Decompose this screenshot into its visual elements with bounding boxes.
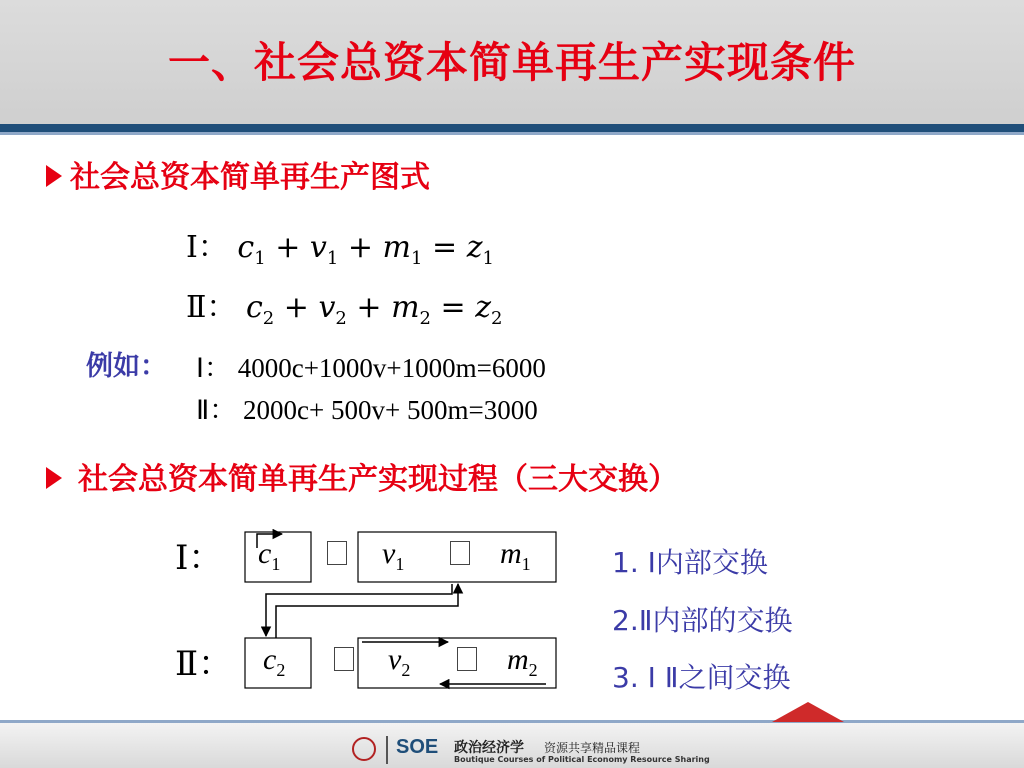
example-line-dept2: Ⅱ： 2000c+ 500v+ 500m=3000 [196, 395, 538, 425]
formula-plus: + [356, 290, 382, 325]
diagram-m1 [500, 537, 531, 575]
plus-glyph-icon [457, 647, 477, 671]
formula-z: z [466, 230, 483, 265]
section-heading-schema [46, 152, 430, 196]
diagram-m2 [507, 643, 538, 681]
formula-sub: 1 [254, 248, 266, 269]
var-sub: 2 [276, 660, 286, 680]
formula-sub: 1 [482, 248, 494, 269]
arrow-v1m1-to-c2 [266, 584, 452, 636]
formula-c: c [237, 230, 255, 265]
formula-plus: + [347, 230, 373, 265]
var-sub: 1 [521, 554, 531, 574]
soe-logo [396, 736, 438, 759]
diagram-dept2-label: Ⅱ： [175, 644, 233, 684]
formula-v: v [309, 230, 327, 265]
diagram-v2 [388, 643, 410, 681]
formula-sub: 2 [262, 308, 275, 329]
formula-c: c [245, 290, 263, 325]
exchange-item-3: 3. Ⅰ Ⅱ之间交换 [612, 661, 791, 694]
footer-accent-triangle [772, 702, 844, 722]
var-letter: m [507, 643, 529, 676]
header-divider [0, 124, 1024, 132]
formula-m: m [391, 290, 420, 325]
var-sub: 2 [401, 660, 411, 680]
var-letter: c [263, 643, 277, 676]
soe-logo-text: SOE [396, 736, 439, 758]
var-sub: 2 [528, 660, 538, 680]
formula-equals: = [432, 230, 458, 265]
formula-sub: 2 [419, 308, 431, 329]
formula-m: m [382, 230, 411, 265]
var-sub: 1 [271, 554, 281, 574]
footer-course-subtitle: 资源共享精品课程 [544, 741, 641, 755]
slide-title: 一、社会总资本简单再生产实现条件 [167, 38, 856, 87]
section-heading-label: 社会总资本简单再生产实现过程（三大交换） [78, 462, 678, 497]
var-letter: m [500, 537, 522, 570]
example-label: 例如： [86, 351, 167, 382]
diagram-c1 [258, 537, 280, 575]
formula-dept1 [186, 222, 494, 269]
diagram-c2 [263, 643, 285, 681]
var-letter: v [382, 537, 396, 570]
exchange-item-2: 2.Ⅱ内部的交换 [612, 604, 793, 637]
formula-dept-label: Ⅰ： [186, 230, 228, 265]
plus-glyph-icon [450, 541, 470, 565]
diagram-dept1-label: Ⅰ： [175, 538, 223, 578]
footer-course-title: 政治经济学 [454, 740, 524, 756]
footer-english-caption: Boutique Courses of Political Economy Resource Sharing [454, 755, 710, 764]
arrow-bullet-icon [46, 165, 62, 187]
formula-plus: + [283, 290, 309, 325]
arrow-bullet-icon [46, 467, 62, 489]
var-letter: c [258, 537, 272, 570]
exchange-item-1: 1. Ⅰ内部交换 [612, 546, 768, 579]
formula-equals: = [440, 290, 466, 325]
var-sub: 1 [395, 554, 405, 574]
arrow-c2-to-v1m1 [276, 584, 458, 638]
formula-dept-label: Ⅱ： [186, 290, 237, 325]
formula-sub: 2 [491, 308, 503, 329]
formula-sub: 1 [411, 248, 423, 269]
footer-separator [386, 736, 388, 764]
formula-z: z [475, 290, 492, 325]
plus-glyph-icon [334, 647, 354, 671]
diagram-v1 [382, 537, 404, 575]
var-letter: v [388, 643, 402, 676]
university-seal-icon [352, 737, 376, 761]
formula-plus: + [275, 230, 301, 265]
header-divider-light [0, 132, 1024, 135]
section-heading-process [46, 454, 678, 498]
formula-v: v [318, 290, 336, 325]
section-heading-label: 社会总资本简单再生产图式 [70, 160, 430, 195]
formula-sub: 2 [335, 308, 347, 329]
plus-glyph-icon [327, 541, 347, 565]
formula-dept2 [186, 282, 502, 329]
example-line-dept1: Ⅰ： 4000c+1000v+1000m=6000 [196, 353, 546, 383]
formula-sub: 1 [326, 248, 339, 269]
